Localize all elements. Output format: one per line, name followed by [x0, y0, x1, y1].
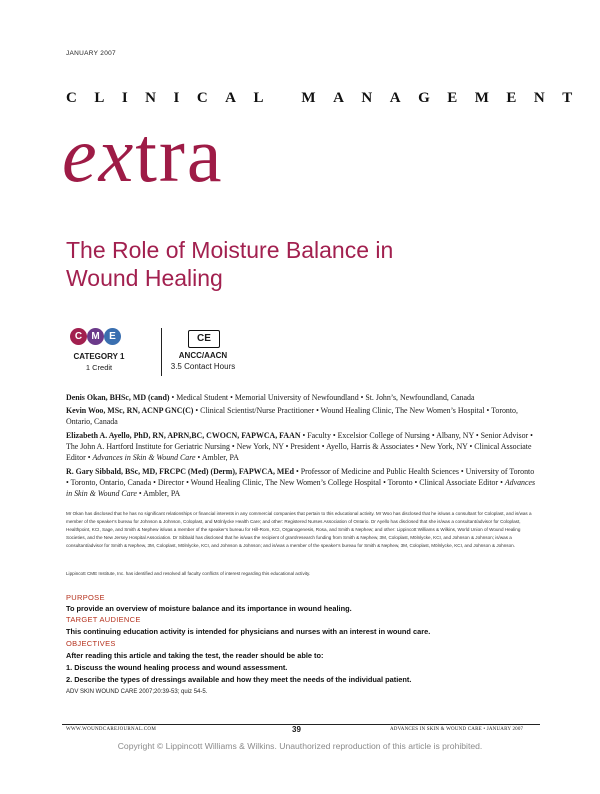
logo-prefix: ex [62, 111, 136, 198]
cme-statement: Lippincott CME Institute, Inc. has identified and resolved all faculty conflicts of interest regarding this educational activity. [66, 571, 311, 576]
author-affiliation: • Medical Student • Memorial University of Newfoundland • St. John’s, Newfoundland, Canada [171, 393, 475, 402]
purpose-text: To provide an overview of moisture balance and its importance in wound healing. [66, 604, 352, 613]
series-title: CLINICAL MANAGEMENT [66, 90, 590, 106]
journal-name: Advances in Skin & Wound Care [66, 478, 536, 499]
logo-suffix: tra [135, 111, 224, 198]
author-woo [66, 405, 536, 427]
author-sibbald [66, 466, 536, 500]
citation: ADV SKIN WOUND CARE 2007;20:39-53; quiz 54-5. [66, 689, 208, 695]
author-okan [66, 392, 536, 403]
ce-organization: ANCC/AACN [178, 351, 228, 360]
footer-journal: ADVANCES IN SKIN & WOUND CARE • JANUARY 2007 [390, 727, 524, 732]
issue-date: JANUARY 2007 [66, 50, 116, 57]
author-name: R. Gary Sibbald, BSc, MD, FRCPC (Med) (Derm), FAPWCA, MEd [66, 467, 294, 476]
target-audience-text: This continuing education activity is intended for physicians and nurses with an interest in wound care. [66, 627, 431, 636]
cme-c-icon: C [70, 328, 87, 345]
title-line-1: The Role of Moisture Balance in [66, 237, 394, 263]
ce-contact-hours: 3.5 Contact Hours [170, 362, 236, 371]
target-audience-heading: TARGET AUDIENCE [66, 615, 141, 624]
cme-m-icon: M [87, 328, 104, 345]
objectives-intro: After reading this article and taking the test, the reader should be able to: [66, 651, 324, 660]
ce-badge-icon: CE [188, 330, 220, 348]
purpose-heading: PURPOSE [66, 593, 105, 602]
author-ayello [66, 430, 536, 464]
author-name: Denis Okan, BHSc, MD (cand) [66, 393, 170, 402]
disclosure-text: Mr Okan has disclosed that he has no significant relationships or financial interests in any commercial companies that pertain to this educational activity. Mr Woo has disclosed that he is/was a consultant for Coloplast, and is/was a member of the speaker’s bureau for Johnson & Johnson, Coloplast, and Mölnlycke Health Care; and other: Registered Nurses Association of Ontario. Dr Ayello has disclosed that she is/was a consultant/advisor for Coloplast, Healthpoint, KCI, Sage, and Smith & Nephew is/was a member of the speaker’s bureau for Hill-Rom, KCI, Organogenesis, Rosa, and Smith & Nephew; and other: Lippincott Williams & Wilkins, World Union of Wound Healing Societies, and the New Jersey Hospital Association. Dr Sibbald has disclosed that he is/was the recipient of grant/research funding from Smith & Nephew, 3M, Coloplast, Mölnlycke, KCI, and Johnson & Johnson; is/was a consultant/advisor for Smith & Nephew, 3M, Coloplast, Mölnlycke, KCI, and Johnson & Johnson; and is/was a member of the speaker’s bureau for Smith & Nephew, 3M, Coloplast, Mölnlycke, KCI, and Johnson & Johnson. [66, 511, 532, 548]
credit-divider [161, 328, 162, 376]
objective-item: 2. Describe the types of dressings available and how they meet the needs of the individual patient. [66, 675, 412, 684]
extra-logo [62, 111, 224, 198]
cme-category: CATEGORY 1 [73, 352, 125, 361]
author-location: • Ambler, PA [197, 453, 239, 463]
title-line-2: Wound Healing [66, 265, 223, 291]
objective-item: 1. Discuss the wound healing process and wound assessment. [66, 663, 288, 672]
journal-name: Advances in Skin & Wound Care [92, 453, 196, 463]
author-name: Kevin Woo, MSc, RN, ACNP GNC(C) [66, 406, 194, 415]
cme-e-icon: E [104, 328, 121, 345]
footer-url: WWW.WOUNDCAREJOURNAL.COM [66, 727, 157, 732]
footer-rule [62, 724, 540, 725]
author-affiliation: • Clinical Scientist/Nurse Practitioner • Wound Healing Clinic, The New Women’s Hospital • Toronto, Ontario, Canada [66, 406, 518, 427]
cme-credit: 1 Credit [85, 363, 113, 372]
copyright-notice: Copyright © Lippincott Williams & Wilkins. Unauthorized reproduction of this article is prohibited. [117, 741, 483, 751]
page-number: 39 [292, 725, 301, 734]
author-name: Elizabeth A. Ayello, PhD, RN, APRN,BC, CWOCN, FAPWCA, FAAN [66, 431, 301, 440]
author-location: • Ambler, PA [138, 489, 181, 499]
author-affiliation: • Professor of Medicine and Public Health Sciences • University of Toronto • Toronto, Ontario, Canada • Director • Wound Healing Clinic, The New Women’s College Hospital • Toronto • Clinical Associate Editor • [66, 467, 535, 488]
author-affiliation: • Faculty • Excelsior College of Nursing • Albany, NY • Senior Advisor • The John A. Hartford Institute for Geriatric Nursing • New York, NY • President • Ayello, Harris & Associates • New York, NY • Clinical Associate Editor • [66, 431, 533, 463]
cme-badge-icon [70, 328, 124, 346]
article-title [66, 236, 536, 292]
objectives-heading: OBJECTIVES [66, 639, 116, 648]
